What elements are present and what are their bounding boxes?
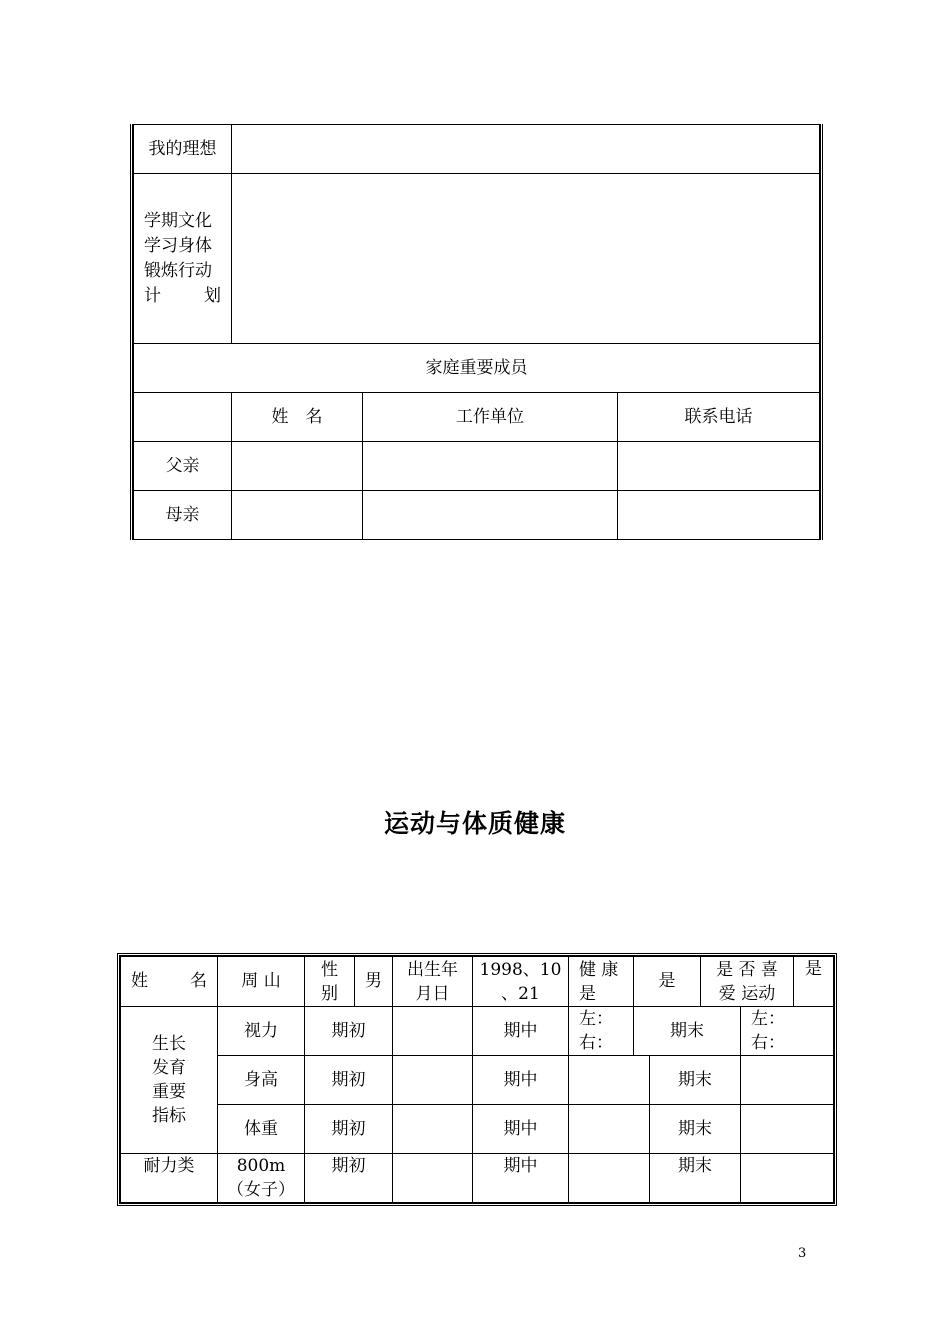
mother-name-cell[interactable] — [232, 491, 363, 540]
father-workplace-cell[interactable] — [363, 442, 618, 491]
height-mid-value[interactable] — [569, 1056, 650, 1105]
gender-label-line: 别 — [321, 983, 338, 1004]
ideal-value-cell[interactable] — [232, 125, 820, 174]
plan-label-line — [144, 284, 221, 309]
plan-label-line: 锻炼行动 — [144, 260, 212, 281]
start-label: 期初 — [305, 1154, 393, 1203]
header-workplace: 工作单位 — [363, 393, 618, 442]
endurance-start-value[interactable] — [393, 1154, 473, 1203]
growth-label-line: 发育 — [152, 1058, 186, 1078]
ideal-row — [134, 125, 820, 174]
header-phone: 联系电话 — [618, 393, 820, 442]
indicator-height-label: 身高 — [218, 1056, 305, 1105]
father-label: 父亲 — [134, 442, 232, 491]
start-label: 期初 — [305, 1007, 393, 1056]
father-phone-cell[interactable] — [618, 442, 820, 491]
vision-start-value[interactable] — [393, 1007, 473, 1056]
endurance-label: 耐力类 — [121, 1154, 218, 1203]
family-title: 家庭重要成员 — [134, 344, 820, 393]
personal-plan-table — [133, 124, 820, 540]
father-name-cell[interactable] — [232, 442, 363, 491]
health-label-line: 是 — [579, 983, 596, 1004]
indicator-vision-label: 视力 — [218, 1007, 305, 1056]
likes-sport-label — [701, 957, 794, 1007]
family-header-row — [134, 393, 820, 442]
likes-sport-label-line: 是 否 喜 — [716, 959, 778, 980]
plan-label-char: 划 — [204, 285, 221, 306]
endurance-item-line: （女子） — [227, 1180, 295, 1200]
table-row — [121, 1154, 834, 1203]
right-eye-label: 右： — [579, 1033, 613, 1053]
personal-plan-table-frame — [130, 124, 823, 540]
end-label: 期末 — [650, 1056, 741, 1105]
endurance-mid-value[interactable] — [569, 1154, 650, 1203]
mid-label: 期中 — [473, 1105, 569, 1154]
likes-sport-label-line: 爱 运动 — [718, 983, 776, 1004]
endurance-item — [218, 1154, 305, 1203]
height-start-value[interactable] — [393, 1056, 473, 1105]
table-row — [121, 1056, 834, 1105]
table-row — [134, 491, 820, 540]
page-number: 3 — [798, 1246, 807, 1261]
empty-header-cell — [134, 393, 232, 442]
table-row — [134, 442, 820, 491]
mid-label: 期中 — [473, 1154, 569, 1203]
growth-label-line: 生长 — [152, 1034, 186, 1054]
plan-label-char: 计 — [144, 285, 161, 306]
table-row — [121, 1105, 834, 1154]
basic-info-row — [121, 957, 834, 1007]
left-eye-label: 左： — [751, 1009, 785, 1029]
growth-label — [121, 1007, 218, 1154]
left-eye-label: 左： — [579, 1009, 613, 1029]
height-end-value[interactable] — [741, 1056, 834, 1105]
health-label — [569, 957, 634, 1007]
mother-phone-cell[interactable] — [618, 491, 820, 540]
name-label-char: 姓 — [131, 971, 148, 991]
fitness-table — [120, 956, 834, 1203]
weight-end-value[interactable] — [741, 1105, 834, 1154]
family-title-row — [134, 344, 820, 393]
name-value: 周 山 — [218, 957, 305, 1007]
endurance-end-value[interactable] — [741, 1154, 834, 1203]
start-label: 期初 — [305, 1056, 393, 1105]
table-row — [121, 1007, 834, 1056]
plan-value-cell[interactable] — [232, 174, 820, 344]
endurance-item-line: 800m — [236, 1156, 286, 1176]
ideal-label: 我的理想 — [134, 125, 232, 174]
plan-label-line: 学习身体 — [144, 235, 212, 256]
start-label: 期初 — [305, 1105, 393, 1154]
vision-mid-value[interactable] — [569, 1007, 634, 1056]
right-eye-label: 右： — [751, 1033, 785, 1053]
plan-label-line: 学期文化 — [144, 210, 212, 231]
birth-label-line: 月日 — [415, 983, 450, 1004]
end-label: 期末 — [650, 1105, 741, 1154]
plan-row — [134, 174, 820, 344]
weight-mid-value[interactable] — [569, 1105, 650, 1154]
name-label-char: 名 — [190, 971, 207, 991]
gender-label-line: 性 — [321, 959, 338, 980]
birth-value-line: 、21 — [501, 983, 540, 1004]
name-label — [121, 957, 218, 1007]
header-name: 姓 名 — [232, 393, 363, 442]
section-title: 运动与体质健康 — [383, 809, 566, 838]
birth-label-line: 出生年 — [407, 959, 458, 980]
birth-value-line: 1998、10 — [479, 959, 562, 980]
likes-sport-value: 是 — [794, 957, 834, 1007]
health-label-line: 健 康 — [579, 959, 619, 980]
vision-end-value[interactable] — [741, 1007, 834, 1056]
end-label: 期末 — [650, 1154, 741, 1203]
fitness-table-frame — [117, 953, 837, 1206]
birth-label — [393, 957, 473, 1007]
mid-label: 期中 — [473, 1007, 569, 1056]
plan-label — [134, 174, 232, 344]
indicator-weight-label: 体重 — [218, 1105, 305, 1154]
mid-label: 期中 — [473, 1056, 569, 1105]
growth-label-line: 指标 — [152, 1106, 186, 1126]
birth-value — [473, 957, 569, 1007]
health-value: 是 — [634, 957, 701, 1007]
weight-start-value[interactable] — [393, 1105, 473, 1154]
end-label: 期末 — [634, 1007, 741, 1056]
mother-label: 母亲 — [134, 491, 232, 540]
gender-value: 男 — [355, 957, 393, 1007]
gender-label — [305, 957, 355, 1007]
mother-workplace-cell[interactable] — [363, 491, 618, 540]
growth-label-line: 重要 — [152, 1082, 186, 1102]
